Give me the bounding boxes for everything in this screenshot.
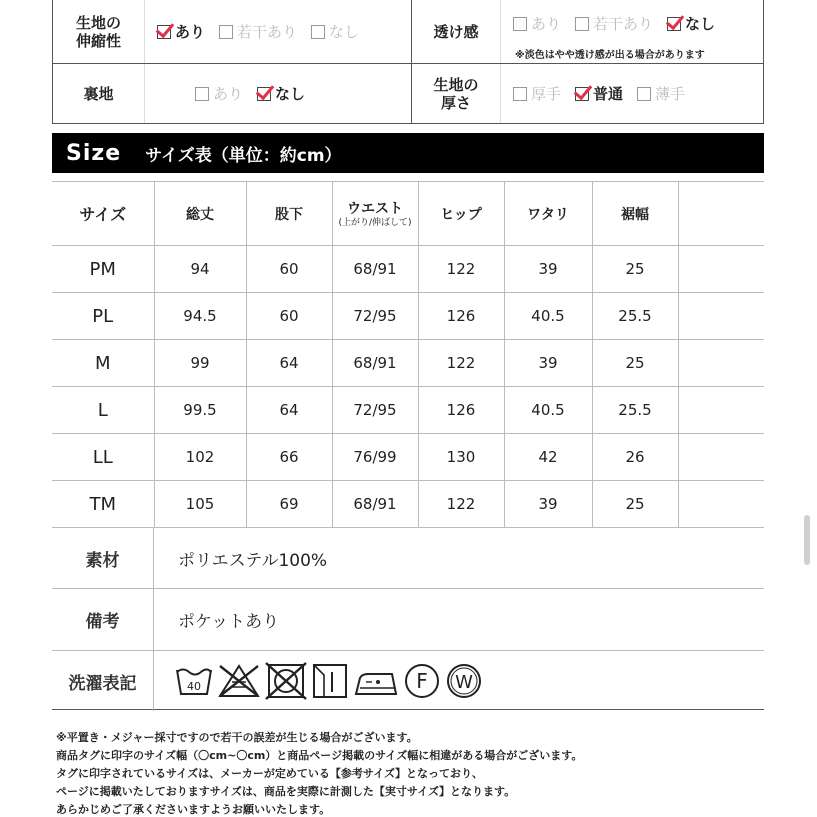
- attr-row-1: [53, 0, 763, 64]
- material-value: ポリエステル100%: [178, 550, 328, 571]
- care-symbols: [174, 662, 484, 700]
- thickness-option-2: [637, 83, 685, 104]
- transparency-note: ※淡色はやや透け感が出る場合があります: [515, 50, 705, 61]
- thickness-option-1: [575, 83, 623, 104]
- checkbox-empty-icon: [513, 17, 527, 31]
- table-cell: 64: [246, 340, 332, 387]
- table-cell: 25: [592, 246, 678, 293]
- dry-clean-f-icon: [402, 662, 442, 700]
- table-row: [52, 434, 764, 481]
- care-label: 洗濯表記: [52, 651, 154, 711]
- table-cell: 26: [592, 434, 678, 481]
- size-title-en: Size: [66, 140, 122, 166]
- table-row: [52, 387, 764, 434]
- material-row: [52, 528, 764, 589]
- stretch-label: 生地の 伸縮性: [53, 0, 145, 63]
- transparency-option-2: [667, 13, 715, 34]
- table-cell: 126: [418, 387, 504, 434]
- scrollbar-thumb[interactable]: [804, 515, 810, 565]
- size-title-jp: サイズ表（単位：約cm）: [145, 145, 342, 166]
- attr-row-2: [53, 64, 763, 123]
- lining-option-label: あり: [213, 85, 244, 103]
- table-cell: [678, 293, 764, 340]
- table-cell: [678, 246, 764, 293]
- col-header-waist: ウエスト (上がり/伸ばして): [332, 182, 418, 246]
- checkbox-checked-icon: [575, 87, 589, 101]
- stretch-option-label: なし: [329, 23, 360, 41]
- remarks-label: 備考: [52, 589, 154, 650]
- size-name-cell: TM: [52, 481, 154, 528]
- table-cell: 102: [154, 434, 246, 481]
- table-cell: 68/91: [332, 340, 418, 387]
- note-line: あらかじめご了承くださいますようお願いいたします。: [56, 803, 331, 816]
- col-header-hip: ヒップ: [418, 182, 504, 246]
- size-name-cell: LL: [52, 434, 154, 481]
- table-cell: 40.5: [504, 387, 592, 434]
- thickness-option-label: 薄手: [655, 85, 686, 103]
- table-cell: 66: [246, 434, 332, 481]
- thickness-option-label: 普通: [593, 85, 624, 103]
- wash-40-icon: [174, 662, 214, 700]
- table-cell: 39: [504, 481, 592, 528]
- checkbox-empty-icon: [311, 25, 325, 39]
- table-cell: [678, 434, 764, 481]
- table-cell: 72/95: [332, 387, 418, 434]
- checkbox-checked-icon: [667, 17, 681, 31]
- table-cell: 60: [246, 246, 332, 293]
- transparency-option-0: [513, 13, 561, 34]
- note-line: 商品タグに印字のサイズ幅（〇cm~〇cm）と商品ページ掲載のサイズ幅に相違がある場合がございます。: [56, 749, 583, 762]
- size-table: [52, 181, 764, 528]
- size-name-cell: PL: [52, 293, 154, 340]
- transparency-option-label: あり: [531, 15, 562, 33]
- transparency-option-label: 若干あり: [593, 15, 654, 33]
- stretch-options: [157, 0, 373, 63]
- checkbox-checked-icon: [157, 25, 171, 39]
- stretch-option-1: [219, 21, 297, 42]
- table-row: [52, 340, 764, 387]
- table-row: [52, 246, 764, 293]
- table-cell: 25.5: [592, 293, 678, 340]
- thickness-option-label: 厚手: [531, 85, 562, 103]
- transparency-option-1: [575, 13, 653, 34]
- table-cell: 122: [418, 340, 504, 387]
- thickness-options: [513, 64, 699, 123]
- table-cell: [678, 481, 764, 528]
- table-cell: 126: [418, 293, 504, 340]
- col-header-empty: [678, 182, 764, 246]
- checkbox-empty-icon: [637, 87, 651, 101]
- waist-sub-label: (上がり/伸ばして): [338, 218, 412, 228]
- table-cell: 72/95: [332, 293, 418, 340]
- iron-low-icon: [352, 662, 400, 700]
- table-cell: 39: [504, 340, 592, 387]
- fabric-attributes-table: [52, 0, 764, 124]
- checkbox-checked-icon: [257, 87, 271, 101]
- no-bleach-icon: [216, 662, 262, 700]
- size-name-cell: L: [52, 387, 154, 434]
- col-header-hem-width: 裾幅: [592, 182, 678, 246]
- table-cell: 69: [246, 481, 332, 528]
- table-cell: 64: [246, 387, 332, 434]
- stretch-option-label: あり: [175, 23, 206, 41]
- note-line: ページに掲載いたしておりますサイズは、商品を実際に計測した【実寸サイズ】となります。: [56, 785, 516, 798]
- lining-option-0: [195, 83, 243, 104]
- size-name-cell: M: [52, 340, 154, 387]
- table-cell: 68/91: [332, 481, 418, 528]
- wash-temp-text: 40: [187, 680, 201, 693]
- care-row: [52, 651, 764, 711]
- table-cell: 94.5: [154, 293, 246, 340]
- stretch-option-2: [311, 21, 359, 42]
- col-header-total-length: 総丈: [154, 182, 246, 246]
- thickness-option-0: [513, 83, 561, 104]
- table-cell: 60: [246, 293, 332, 340]
- checkbox-empty-icon: [195, 87, 209, 101]
- info-section: [52, 527, 764, 710]
- table-cell: 130: [418, 434, 504, 481]
- note-line: タグに印字されているサイズは、メーカーが定めている【参考サイズ】となっており、: [56, 767, 484, 780]
- size-name-cell: PM: [52, 246, 154, 293]
- col-header-thigh: ワタリ: [504, 182, 592, 246]
- table-cell: 25: [592, 481, 678, 528]
- col-header-inseam: 股下: [246, 182, 332, 246]
- note-line: ※平置き・メジャー採寸ですので若干の誤差が生じる場合がございます。: [56, 731, 418, 744]
- size-table-header-row: [52, 182, 764, 246]
- line-dry-shade-icon: [310, 662, 350, 700]
- table-cell: 99: [154, 340, 246, 387]
- dry-clean-letter: F: [416, 669, 428, 693]
- remarks-row: [52, 589, 764, 651]
- remarks-value: ポケットあり: [178, 612, 280, 632]
- table-cell: 76/99: [332, 434, 418, 481]
- no-tumble-dry-icon: [264, 662, 308, 700]
- transparency-option-label: なし: [685, 15, 716, 33]
- product-spec-sheet: [52, 0, 764, 817]
- table-row: [52, 481, 764, 528]
- wet-clean-w-icon: [444, 662, 484, 700]
- col-header-size: サイズ: [52, 182, 154, 246]
- measurement-notes: [56, 729, 764, 817]
- table-cell: 99.5: [154, 387, 246, 434]
- stretch-option-0: [157, 21, 205, 42]
- table-cell: [678, 340, 764, 387]
- table-cell: 122: [418, 481, 504, 528]
- size-section-header: [52, 133, 764, 173]
- table-cell: 94: [154, 246, 246, 293]
- table-cell: 39: [504, 246, 592, 293]
- table-cell: 25: [592, 340, 678, 387]
- checkbox-empty-icon: [513, 87, 527, 101]
- checkbox-empty-icon: [575, 17, 589, 31]
- table-cell: 68/91: [332, 246, 418, 293]
- stretch-option-label: 若干あり: [237, 23, 298, 41]
- table-cell: 122: [418, 246, 504, 293]
- table-cell: 25.5: [592, 387, 678, 434]
- wet-clean-letter: W: [455, 672, 473, 693]
- lining-option-label: なし: [275, 85, 306, 103]
- transparency-label: 透け感: [411, 0, 501, 63]
- lining-label: 裏地: [53, 64, 145, 123]
- table-cell: 105: [154, 481, 246, 528]
- lining-option-1: [257, 83, 305, 104]
- lining-options: [195, 64, 319, 123]
- thickness-label: 生地の 厚さ: [411, 64, 501, 123]
- table-row: [52, 293, 764, 340]
- table-cell: [678, 387, 764, 434]
- table-cell: 40.5: [504, 293, 592, 340]
- table-cell: 42: [504, 434, 592, 481]
- material-label: 素材: [52, 528, 154, 588]
- checkbox-empty-icon: [219, 25, 233, 39]
